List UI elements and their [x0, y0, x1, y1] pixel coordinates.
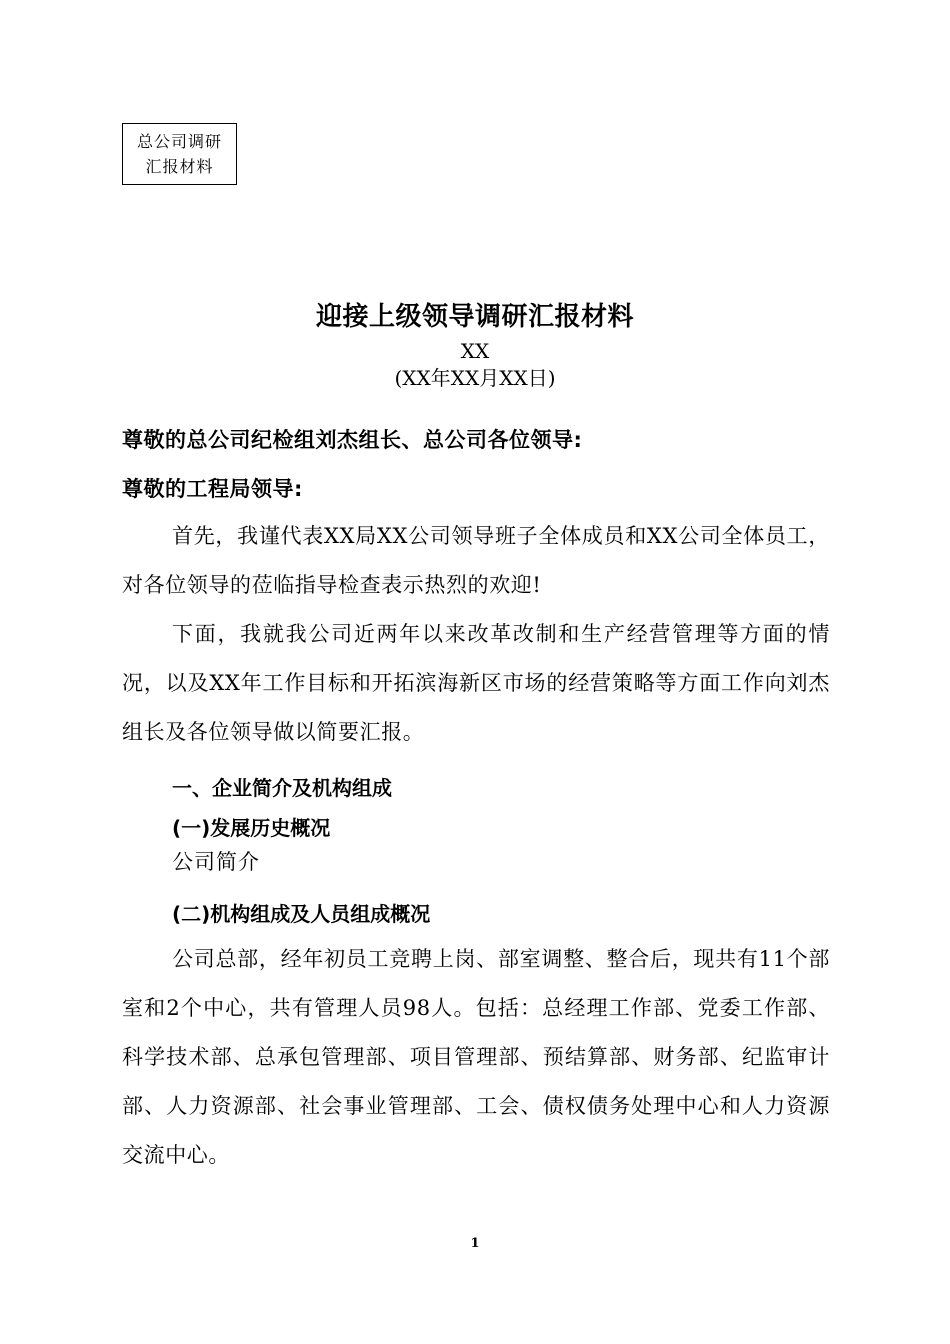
document-author: XX	[460, 339, 490, 363]
overview-paragraph: 下面，我就我公司近两年以来改革改制和生产经营管理等方面的情况，以及XX年工作目标和开拓滨海新区市场的经营策略等方面工作向刘杰组长及各位领导做以简要汇报。	[122, 622, 830, 744]
subsection-heading-1: (一)发展历史概况	[172, 816, 331, 840]
category-line-2: 汇报材料	[145, 157, 214, 176]
subsection-1-text: 公司简介	[172, 850, 260, 874]
document-category-box	[122, 123, 237, 185]
section-heading-1: 一、企业简介及机构组成	[172, 776, 392, 800]
page-number: 1	[470, 1236, 480, 1251]
organization-paragraph: 公司总部，经年初员工竞聘上岗、部室调整、整合后，现共有11个部室和2个中心，共有管理人员98人。包括：总经理工作部、党委工作部、科学技术部、总承包管理部、项目管理部、预结算部、财务部、纪监审计部、人力资源部、社会事业管理部、工会、债权债务处理中心和人力资源交流中心。	[122, 947, 830, 1167]
intro-paragraph: 首先，我谨代表XX局XX公司领导班子全体成员和XX公司全体员工，对各位领导的莅临指导检查表示热烈的欢迎!	[122, 524, 830, 597]
document-date: (XX年XX月XX日)	[394, 366, 556, 390]
salutation-2: 尊敬的工程局领导:	[122, 477, 303, 501]
subsection-heading-2: (二)机构组成及人员组成概况	[172, 902, 431, 926]
category-line-1: 总公司调研	[136, 132, 222, 151]
salutation-1: 尊敬的总公司纪检组刘杰组长、总公司各位领导:	[122, 428, 583, 452]
document-title: 迎接上级领导调研汇报材料	[315, 302, 634, 332]
